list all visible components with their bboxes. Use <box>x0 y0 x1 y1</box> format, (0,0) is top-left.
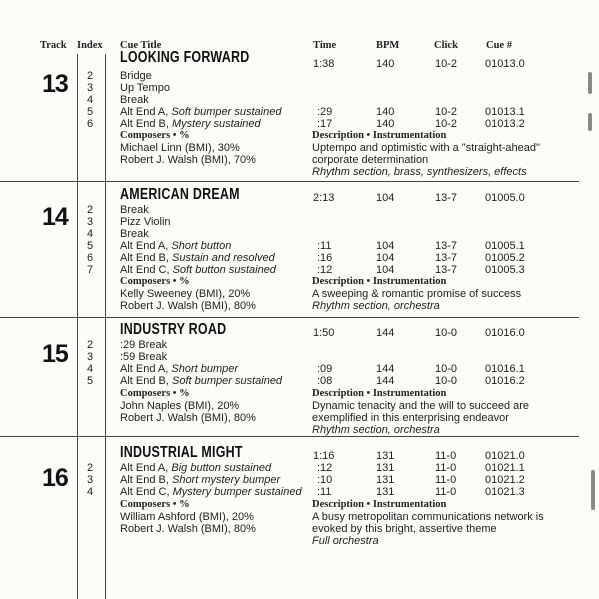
cue-line-variant: Soft button sustained <box>172 264 276 276</box>
cue-time: :17 <box>317 118 333 130</box>
cue-bpm: 131 <box>376 462 395 474</box>
cue-bpm: 104 <box>376 264 395 276</box>
cue-line-variant: Short mystery bumper <box>171 474 281 486</box>
cue-line <box>120 474 280 486</box>
cue-line <box>120 486 302 498</box>
cue-line-text: Alt End A, <box>120 240 172 252</box>
cue-line-text: Pizz Violin <box>120 216 171 228</box>
cue-click: 11-0 <box>435 474 457 486</box>
index-number: 3 <box>87 351 94 363</box>
cue-click: 11-0 <box>435 462 457 474</box>
cue-time: :10 <box>317 474 333 486</box>
description-text: exemplified in this enterprising endeavor <box>312 412 509 424</box>
cue-number: 01016.0 <box>485 327 525 339</box>
cue-bpm: 144 <box>376 375 395 387</box>
cue-number: 01005.1 <box>485 240 525 252</box>
header-index: Index <box>77 40 103 51</box>
instrumentation: Rhythm section, orchestra <box>312 300 440 312</box>
cue-number: 01013.2 <box>485 118 525 130</box>
instrumentation: Full orchestra <box>312 535 379 547</box>
cue-click: 10-2 <box>435 118 458 130</box>
instrumentation: Rhythm section, brass, synthesizers, effects <box>312 166 527 178</box>
cue-time: 1:50 <box>313 327 335 339</box>
header-click: Click <box>434 40 458 51</box>
cue-time: :29 <box>317 106 333 118</box>
cue-line-text: Alt End B, <box>120 474 172 486</box>
track-column-rule <box>77 54 78 599</box>
page-edge-mark <box>588 113 592 131</box>
cue-line <box>120 118 261 130</box>
description-heading: Description • Instrumentation <box>312 130 447 141</box>
cue-number: 01016.1 <box>485 363 525 375</box>
cue-number: 01016.2 <box>485 375 525 387</box>
index-number: 2 <box>87 339 94 351</box>
cue-click: 10-0 <box>435 363 458 375</box>
page-edge-mark <box>588 72 592 94</box>
cue-line-text: Up Tempo <box>120 82 170 94</box>
cue-line-text: Break <box>120 94 149 106</box>
cue-click: 10-2 <box>435 106 458 118</box>
header-bpm: BPM <box>376 40 400 51</box>
cue-click: 13-7 <box>435 192 458 204</box>
cue-line <box>120 264 276 276</box>
cue-bpm: 131 <box>376 474 395 486</box>
cue-bpm: 104 <box>376 240 395 252</box>
cue-bpm: 144 <box>376 327 395 339</box>
cue-title: AMERICAN DREAM <box>120 186 240 203</box>
section-divider <box>0 317 579 318</box>
index-number: 5 <box>87 106 94 118</box>
cue-time: 1:16 <box>313 450 335 462</box>
cue-line <box>120 363 238 375</box>
cue-line-text: Alt End A, <box>120 462 172 474</box>
cue-line-variant: Soft bumper sustained <box>171 375 283 387</box>
index-number: 7 <box>87 264 94 276</box>
cue-number: 01005.0 <box>485 192 525 204</box>
description-text: evoked by this bright, assertive theme <box>312 523 497 535</box>
cue-click: 13-7 <box>435 240 458 252</box>
cue-line <box>120 106 281 118</box>
section-divider <box>0 436 579 437</box>
cue-line-variant: Soft bumper sustained <box>171 106 282 118</box>
cue-line-text: Alt End C, <box>120 264 173 276</box>
description-text: A busy metropolitan communications network is <box>312 511 544 523</box>
section-divider <box>0 181 579 182</box>
composers-heading: Composers • % <box>120 276 190 287</box>
composers-heading: Composers • % <box>120 130 190 141</box>
cue-time: :09 <box>317 363 333 375</box>
composers-heading: Composers • % <box>120 499 190 510</box>
track-number: 14 <box>42 203 68 231</box>
cue-click: 13-7 <box>435 264 458 276</box>
index-number: 5 <box>87 240 94 252</box>
cue-time: :11 <box>317 486 332 498</box>
header-cue-title: Cue Title <box>120 40 162 51</box>
index-number: 3 <box>87 474 94 486</box>
cue-line <box>120 240 231 252</box>
header-track: Track <box>40 40 67 51</box>
description-text: Uptempo and optimistic with a "straight-ahead" <box>312 142 540 154</box>
cue-line-variant: Big button sustained <box>171 462 272 474</box>
cue-time: :11 <box>317 240 332 252</box>
track-number: 13 <box>42 70 68 98</box>
cue-bpm: 144 <box>376 363 395 375</box>
index-number: 2 <box>87 204 94 216</box>
cue-line-text: Alt End B, <box>120 118 172 130</box>
cue-line-variant: Mystery bumper sustained <box>172 486 302 498</box>
cue-line <box>120 339 167 351</box>
cue-number: 01021.3 <box>485 486 525 498</box>
cue-click: 10-0 <box>435 375 458 387</box>
page-edge-mark <box>591 470 595 510</box>
index-number: 5 <box>87 375 94 387</box>
cue-line-text: Alt End A, <box>120 363 172 375</box>
composer: Robert J. Walsh (BMI), 70% <box>120 154 256 166</box>
composer: William Ashford (BMI), 20% <box>120 511 254 523</box>
cue-line <box>120 94 149 106</box>
cue-line <box>120 228 149 240</box>
cue-number: 01021.0 <box>485 450 525 462</box>
cue-line <box>120 70 152 82</box>
cue-bpm: 140 <box>376 106 395 118</box>
cue-number: 01005.2 <box>485 252 525 264</box>
cue-line-variant: Short bumper <box>171 363 239 375</box>
cue-line <box>120 351 167 363</box>
description-text: Dynamic tenacity and the will to succeed are <box>312 400 530 412</box>
index-number: 2 <box>87 462 94 474</box>
cue-bpm: 131 <box>376 486 395 498</box>
cue-bpm: 104 <box>376 252 395 264</box>
index-number: 4 <box>87 363 94 375</box>
cue-click: 10-2 <box>435 58 458 70</box>
cue-number: 01005.3 <box>485 264 525 276</box>
cue-time: :08 <box>317 375 333 387</box>
description-text: corporate determination <box>312 154 429 166</box>
cue-bpm: 140 <box>376 58 395 70</box>
index-number: 6 <box>87 252 94 264</box>
composer: Kelly Sweeney (BMI), 20% <box>120 288 251 300</box>
cue-bpm: 131 <box>376 450 395 462</box>
index-number: 3 <box>87 82 94 94</box>
cue-number: 01021.1 <box>485 462 525 474</box>
cue-number: 01013.0 <box>485 58 525 70</box>
description-text: A sweeping & romantic promise of success <box>312 288 522 300</box>
cue-click: 11-0 <box>435 486 457 498</box>
composer: Michael Linn (BMI), 30% <box>120 142 240 154</box>
cue-time: 1:38 <box>313 58 335 70</box>
cue-title: INDUSTRIAL MIGHT <box>120 444 243 461</box>
cue-time: :12 <box>317 462 333 474</box>
header-time: Time <box>313 40 337 51</box>
cue-time: :16 <box>317 252 333 264</box>
composer: Robert J. Walsh (BMI), 80% <box>120 523 256 535</box>
cue-line <box>120 252 275 264</box>
index-number: 4 <box>87 228 94 240</box>
cue-line-text: Alt End C, <box>120 486 173 498</box>
cue-line-text: Alt End B, <box>120 375 172 387</box>
composer: Robert J. Walsh (BMI), 80% <box>120 412 256 424</box>
cue-bpm: 104 <box>376 192 395 204</box>
index-number: 4 <box>87 486 94 498</box>
cue-line-variant: Sustain and resolved <box>171 252 275 264</box>
cue-line-text: Alt End B, <box>120 252 172 264</box>
index-number: 4 <box>87 94 94 106</box>
cue-line <box>120 204 149 216</box>
cue-title: LOOKING FORWARD <box>120 49 250 66</box>
cue-line-variant: Mystery sustained <box>171 118 261 130</box>
track-number: 16 <box>42 464 68 492</box>
composers-heading: Composers • % <box>120 388 190 399</box>
index-column-rule <box>105 54 106 599</box>
cue-line <box>120 375 282 387</box>
cue-time: :12 <box>317 264 333 276</box>
instrumentation: Rhythm section, orchestra <box>312 424 440 436</box>
cue-line-text: Break <box>120 228 149 240</box>
cue-line-text: Break <box>120 204 149 216</box>
track-number: 15 <box>42 340 68 368</box>
composer: John Naples (BMI), 20% <box>120 400 240 412</box>
index-number: 3 <box>87 216 94 228</box>
cue-line <box>120 82 170 94</box>
header-cue-number: Cue # <box>486 40 512 51</box>
cue-bpm: 140 <box>376 118 395 130</box>
description-heading: Description • Instrumentation <box>312 388 447 399</box>
cue-time: 2:13 <box>313 192 335 204</box>
composer: Robert J. Walsh (BMI), 80% <box>120 300 256 312</box>
cue-title: INDUSTRY ROAD <box>120 321 227 338</box>
cue-click: 13-7 <box>435 252 458 264</box>
description-heading: Description • Instrumentation <box>312 276 447 287</box>
index-number: 6 <box>87 118 94 130</box>
cue-line-text: :29 Break <box>120 339 168 351</box>
cue-line-text: Bridge <box>120 70 152 82</box>
cue-number: 01021.2 <box>485 474 525 486</box>
cue-click: 10-0 <box>435 327 458 339</box>
cue-line-text: Alt End A, <box>120 106 172 118</box>
description-heading: Description • Instrumentation <box>312 499 447 510</box>
cue-line-text: :59 Break <box>120 351 168 363</box>
cue-click: 11-0 <box>435 450 457 462</box>
cue-number: 01013.1 <box>485 106 525 118</box>
cue-line <box>120 216 171 228</box>
cue-line-variant: Short button <box>171 240 232 252</box>
cue-line <box>120 462 271 474</box>
index-number: 2 <box>87 70 94 82</box>
